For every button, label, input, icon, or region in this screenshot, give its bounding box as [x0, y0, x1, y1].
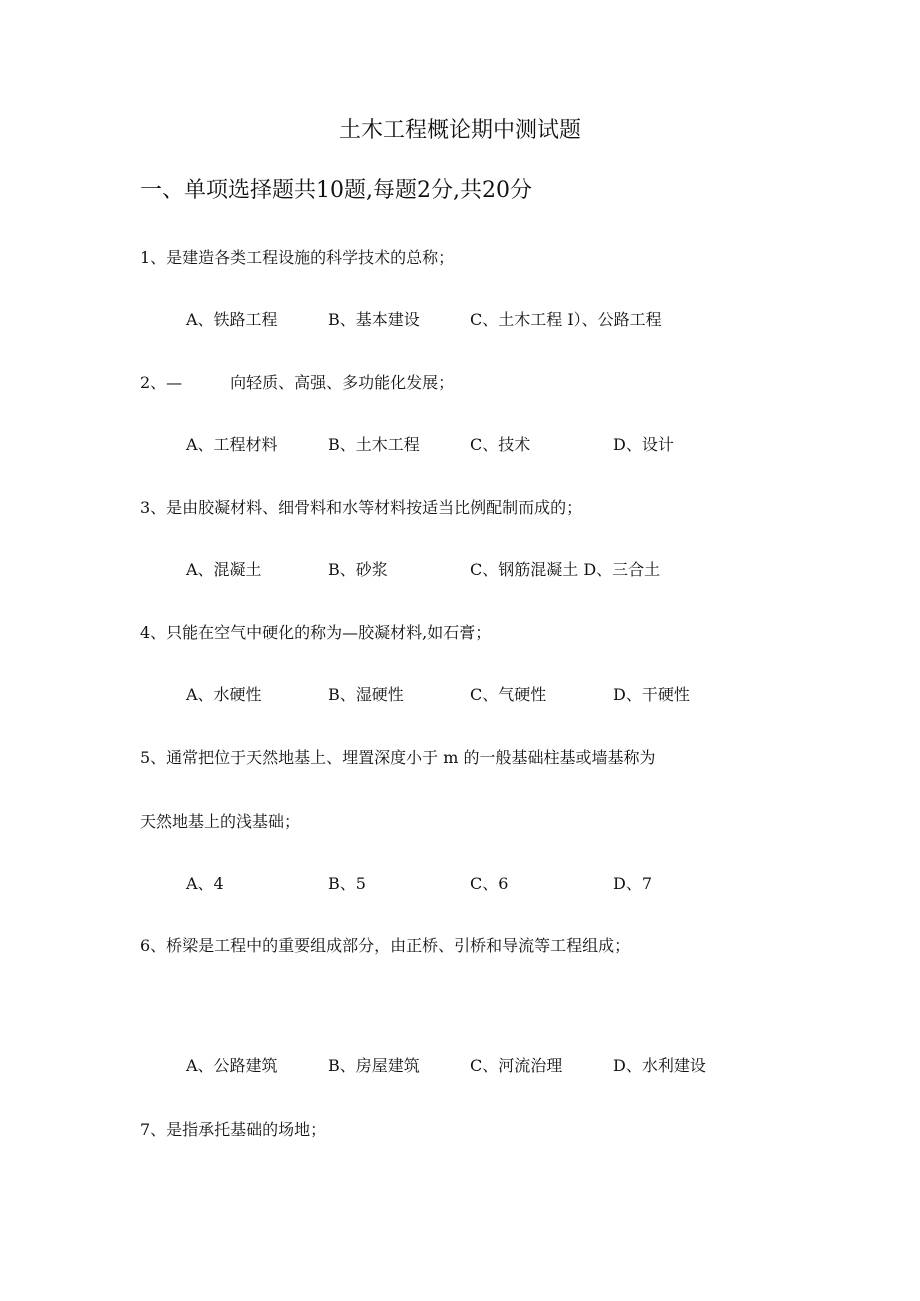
question-5-option-a: A、4	[186, 874, 224, 893]
question-6-option-a: A、公路建筑	[186, 1056, 278, 1075]
question-7-text: 7、是指承托基础的场地；	[140, 1120, 327, 1139]
question-6-option-c: C、河流治理	[470, 1056, 563, 1075]
question-4-option-b: B、湿硬性	[328, 685, 404, 704]
question-4-text: 4、只能在空气中硬化的称为—胶凝材料,如石膏；	[140, 623, 492, 642]
question-2-option-b: B、土木工程	[328, 435, 420, 454]
question-2-option-a: A、工程材料	[186, 435, 278, 454]
question-1-option-a: A、铁路工程	[186, 310, 278, 329]
question-5-option-b: B、5	[328, 874, 366, 893]
question-2-option-c: C、技术	[470, 435, 531, 454]
question-4-option-d: D、干硬性	[613, 685, 690, 704]
section-heading: 一、单项选择题共10题,每题2分,共20分	[140, 178, 532, 203]
question-6-option-d: D、水利建设	[613, 1056, 706, 1075]
question-1-option-c: C、土木工程 I）、公路工程	[470, 310, 662, 329]
question-3-option-b: B、砂浆	[328, 560, 388, 579]
question-5-option-d: D、7	[613, 874, 653, 893]
question-1-text: 1、是建造各类工程设施的科学技术的总称；	[140, 248, 455, 267]
question-4-option-a: A、水硬性	[186, 685, 262, 704]
question-2-text: 2、— 向轻质、高强、多功能化发展；	[140, 373, 455, 392]
question-3-option-c: C、钢筋混凝土 D、三合土	[470, 560, 661, 579]
question-1-option-b: B、基本建设	[328, 310, 420, 329]
question-4-option-c: C、气硬性	[470, 685, 547, 704]
question-5-option-c: C、6	[470, 874, 509, 893]
question-5-text-continued: 天然地基上的浅基础；	[140, 812, 301, 831]
question-3-option-a: A、混凝土	[186, 560, 262, 579]
question-3-text: 3、是由胶凝材料、细骨料和水等材料按适当比例配制而成的；	[140, 498, 583, 517]
document-title: 土木工程概论期中测试题	[338, 118, 581, 143]
question-2-option-d: D、设计	[613, 435, 674, 454]
question-6-option-b: B、房屋建筑	[328, 1056, 420, 1075]
question-5-text: 5、通常把位于天然地基上、埋置深度小于 m 的一般基础柱基或墙基称为	[140, 748, 656, 767]
question-6-text: 6、桥梁是工程中的重要组成部分，由正桥、引桥和导流等工程组成；	[140, 936, 631, 955]
